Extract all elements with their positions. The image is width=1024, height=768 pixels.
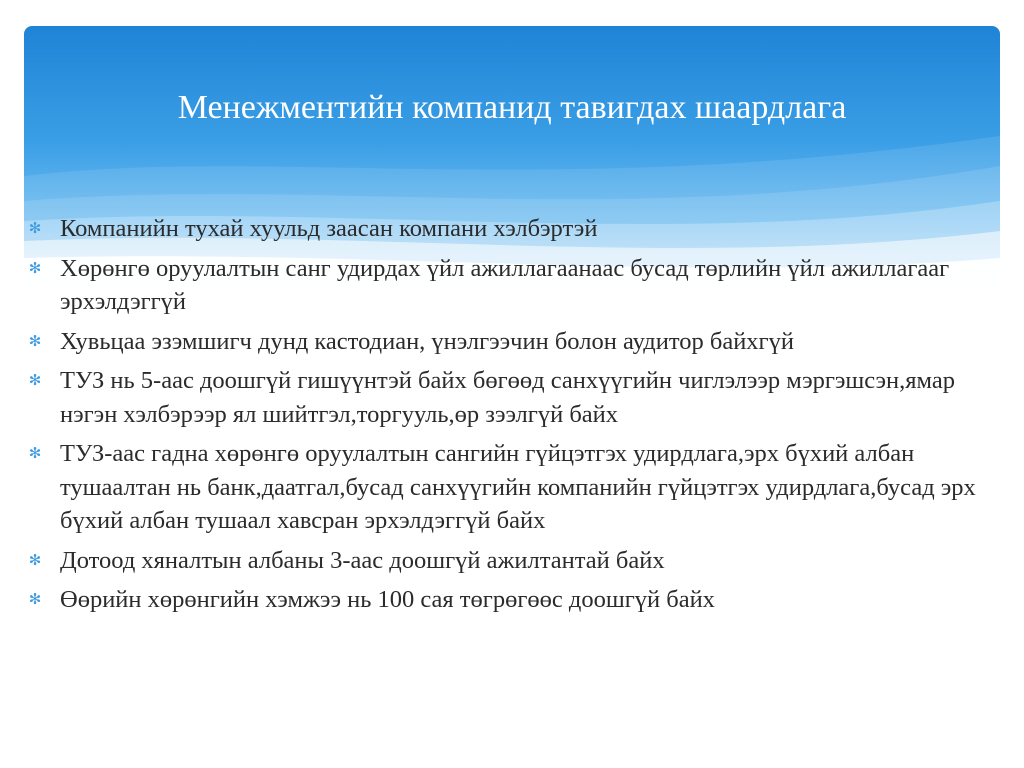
asterisk-bullet-icon: ✻ [28,331,42,350]
asterisk-bullet-icon: ✻ [28,219,42,237]
bullet-text: ТУЗ нь 5-аас доошгүй гишүүнтэй байх бөгөөд санхүүгийн чиглэлээр мэргэшсэн,ямар нэгэн хэлбэрээр ял шийтгэл,торгууль,өр зээлгүй байх [60,367,955,428]
bullet-text: Хөрөнгө оруулалтын санг удирдах үйл ажиллагаанаас бусад төрлийн үйл ажиллагааг эрхэлдэггүй [60,254,950,315]
bullet-text: Өөрийн хөрөнгийн хэмжээ нь 100 сая төгрөгөөс доошгүй байх [60,586,715,613]
bullet-text: Хувьцаа эзэмшигч дунд кастодиан, үнэлгээчин болон аудитор байхгүй [60,327,794,355]
bullet-item [26,364,1006,431]
bullet-item [26,252,1006,319]
bullet-text: Дотоод хяналтын албаны 3-аас доошгүй ажилтантай байх [60,546,665,574]
asterisk-bullet-icon: ✻ [28,371,42,389]
asterisk-bullet-icon: ✻ [28,550,42,569]
bullet-list [26,212,1006,623]
bullet-text: Компанийн тухай хуульд заасан компани хэлбэртэй [60,215,598,242]
bullet-item [26,437,1006,538]
bullet-item [26,544,1006,578]
asterisk-bullet-icon: ✻ [28,444,42,462]
bullet-item [26,583,1006,617]
slide-title: Менежментийн компанид тавигдах шаардлага [177,89,847,126]
asterisk-bullet-icon: ✻ [28,258,42,277]
asterisk-bullet-icon: ✻ [28,590,42,608]
bullet-item [26,325,1006,359]
bullet-item [26,212,1006,246]
bullet-text: ТУЗ-аас гадна хөрөнгө оруулалтын сангийн гүйцэтгэх удирдлага,эрх бүхий албан тушаалтан нь банк,даатгал,бусад санхүүгийн компанийн гүйцэтгэх удирдлага,бусад эрх бүхий албан тушаал хавсран эрхэлдэггүй байх [60,440,976,534]
